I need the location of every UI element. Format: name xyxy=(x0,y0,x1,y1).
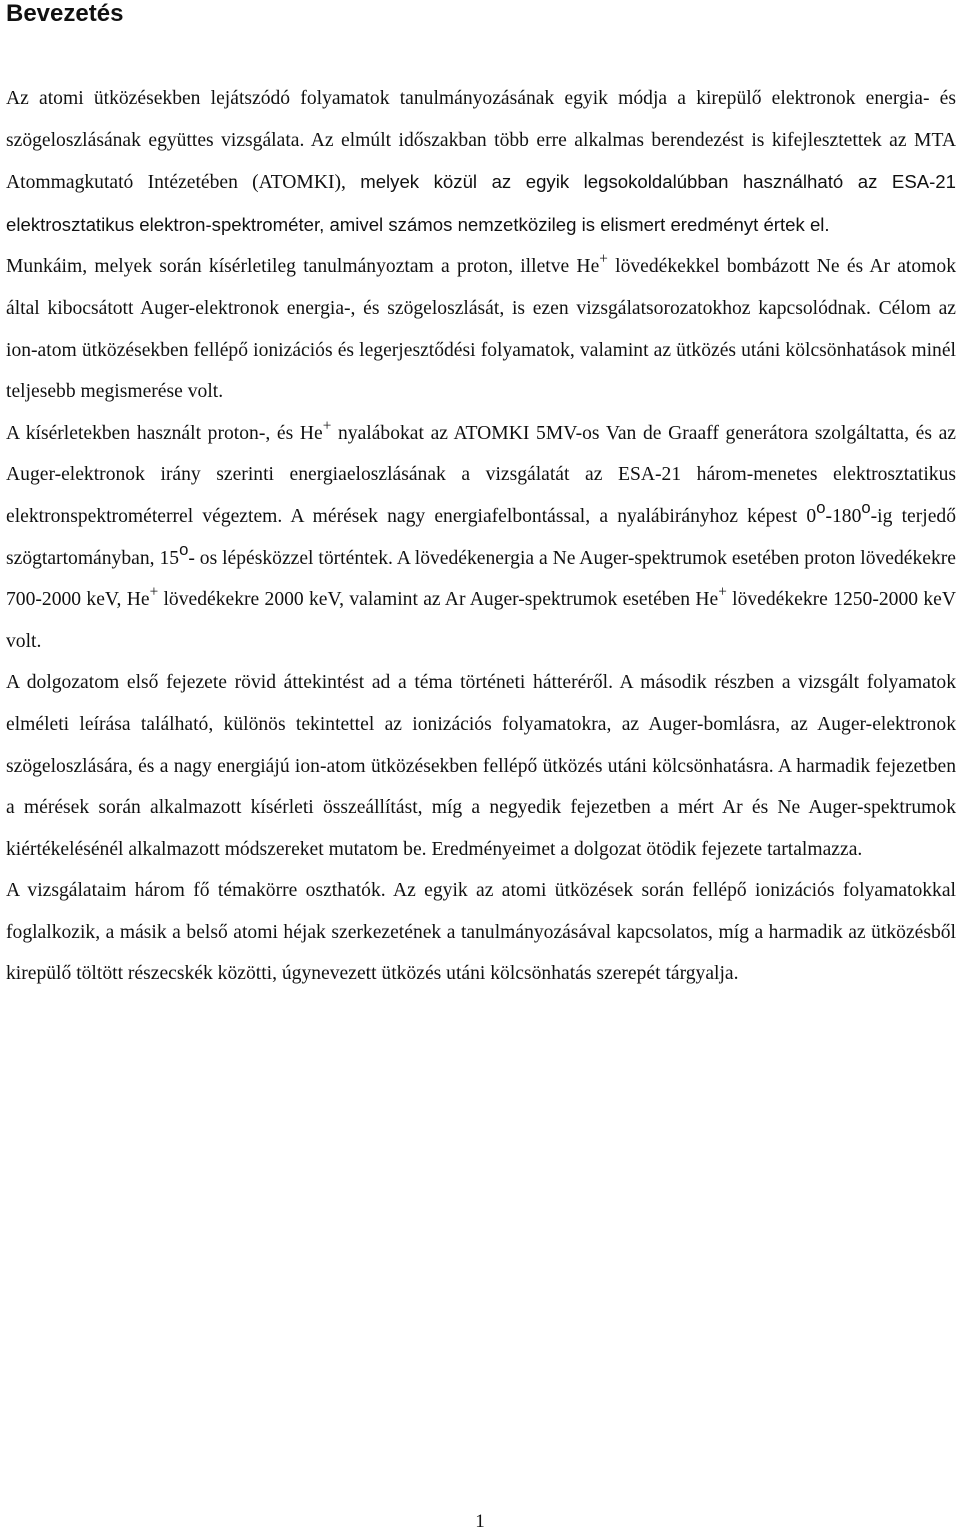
paragraph-3-text-b: nyalábokat az ATOMKI 5MV-os Van de Graaff generátora szolgáltatta, és az Auger-elektronok irány szerinti energiaeloszlásának a vizsgálatát az ESA-21 három-menetes elektrosztatikus elektronspektrométerrel végeztem. A mérések nagy energiafelbontással, a nyalábirányhoz képest 0 xyxy=(6,422,956,527)
paragraph-1 xyxy=(6,78,956,246)
paragraph-3-text-d: -ig terjedő szögtartományban, 15 xyxy=(6,505,956,569)
paragraph-4: A dolgozatom első fejezete rövid áttekintést ad a téma történeti hátteréről. A második részben a vizsgált folyamatok elméleti leírása található, különös tekintettel az ionizációs folyamatokra, az Auger-bomlásra, az Auger-elektronok szögeloszlására, és a nagy energiájú ion-atom ütközésekben fellépő ütközés utáni kölcsönhatásra. A harmadik fejezetben a mérések során alkalmazott kísérleti összeállítást, míg a negyedik fejezetben a mért Ar és Ne Auger-spektrumok kiértékelésénél alkalmazott módszereket mutatom be. Eredményeimet a dolgozat ötödik fejezete tartalmazza. xyxy=(6,672,956,860)
paragraph-1-text-b: melyek közül az egyik legsokoldalúbban használható az ESA-21 elektrosztatikus elektron-spektrométer, amivel számos nemzetközileg is elismert eredményt értek el. xyxy=(6,171,956,235)
paragraph-3-text-a: A kísérletekben használt proton-, és He xyxy=(6,422,323,444)
paragraph-3-text-c: -180 xyxy=(825,505,862,527)
paragraph-3 xyxy=(6,413,956,663)
section-title: Bevezetés xyxy=(6,0,124,27)
degree-superscript: o xyxy=(861,497,871,517)
body-text xyxy=(6,78,956,995)
page-number: 1 xyxy=(475,1511,485,1532)
paragraph-3-text-g: lövedékekre 1250-2000 keV volt. xyxy=(6,589,957,652)
superscript-plus: + xyxy=(599,250,608,268)
superscript-plus: + xyxy=(322,417,332,435)
paragraph-2-text-a: Munkáim, melyek során kísérletileg tanulmányoztam a proton, illetve He xyxy=(6,256,600,278)
degree-superscript: o xyxy=(816,497,826,517)
paragraph-3-text-e: - os lépésközzel történtek. A lövedékenergia a Ne Auger-spektrumok esetében proton lövedékekre 700-2000 keV, He xyxy=(6,547,956,611)
superscript-plus: + xyxy=(718,583,727,601)
paragraph-1-text-a: Az atomi ütközésekben lejátszódó folyamatok tanulmányozásának egyik módja a kirepülő elektronok energia- és szögeloszlásának együttes vizsgálata. Az elmúlt időszakban több erre alkalmas berendezést is kifejlesztettek az MTA Atommagkutató Intézetében (ATOMKI), xyxy=(6,88,956,194)
paragraph-3-text-f: lövedékekre 2000 keV, valamint az Ar Auger-spektrumok esetében He xyxy=(158,589,719,611)
paragraph-2-text-b: lövedékekkel bombázott Ne és Ar atomok által kibocsátott Auger-elektronok energia-, és szögeloszlását, is ezen vizsgálatsorozatokhoz kapcsolódnak. Célom az ion-atom ütközésekben fellépő ionizációs és legerjesztődési folyamatok, valamint az ütközés utáni kölcsönhatások minél teljesebb megismerése volt. xyxy=(6,256,956,403)
paragraph-2 xyxy=(6,246,956,412)
superscript-plus: + xyxy=(149,583,159,601)
degree-superscript: o xyxy=(179,539,189,559)
paragraph-5: A vizsgálataim három fő témakörre oszthatók. Az egyik az atomi ütközések során fellépő ionizációs folyamatokkal foglalkozik, a másik a belső atomi héjak szerkezetének a tanulmányozásával kapcsolatos, míg a harmadik az ütközésből kirepülő töltött részecskék közötti, úgynevezett ütközés utáni kölcsönhatás szerepét tárgyalja. xyxy=(6,880,956,985)
